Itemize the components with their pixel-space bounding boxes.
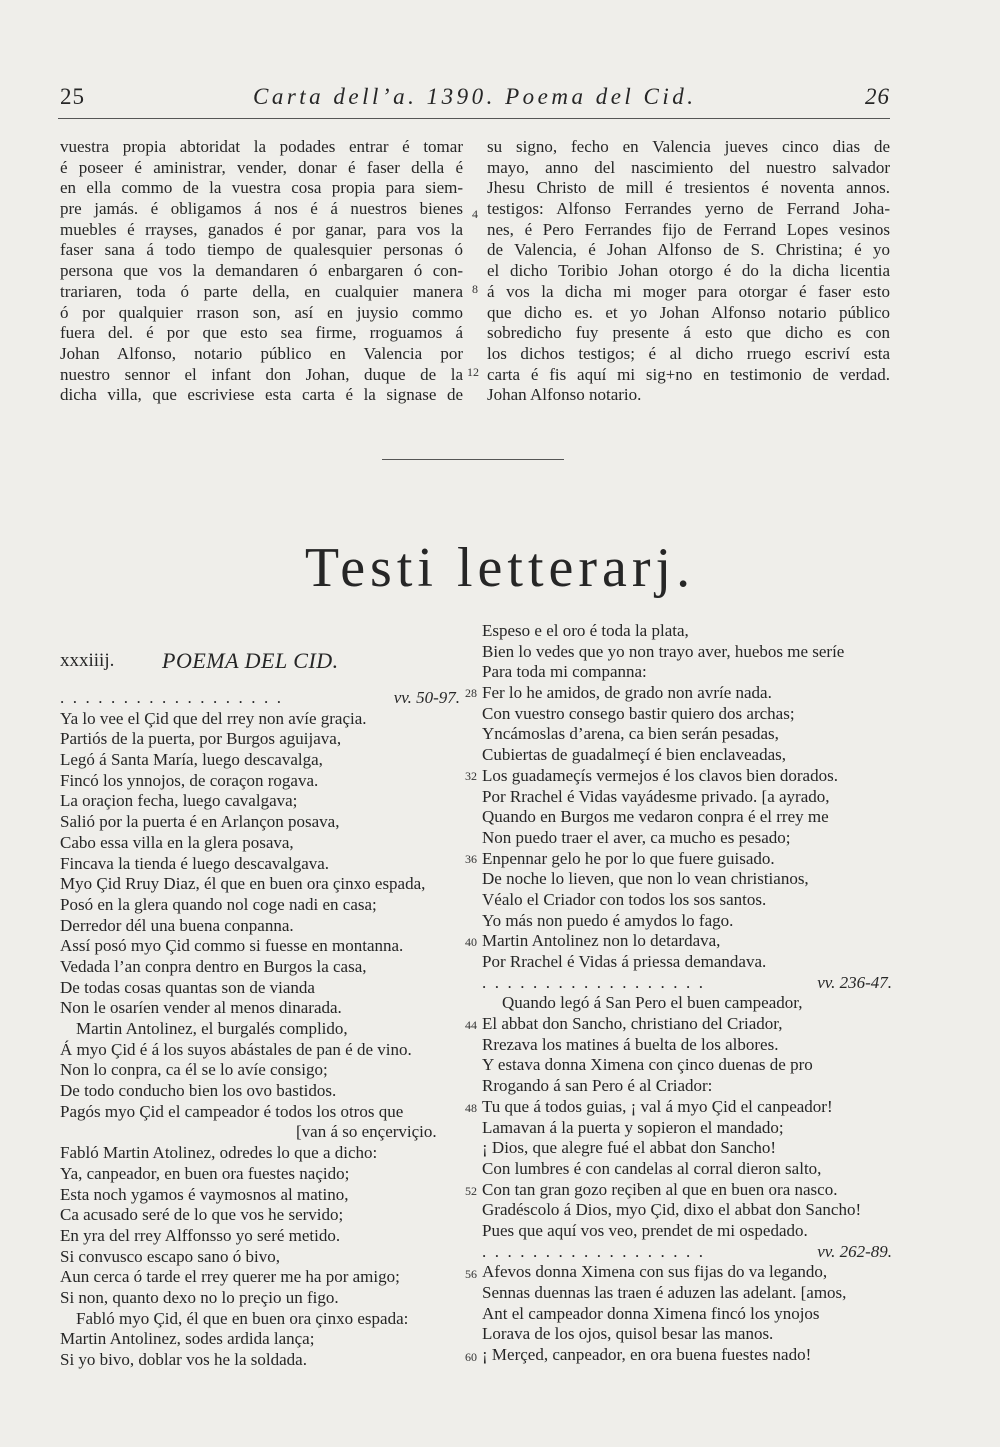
- text-line: carta é fis aquí mi sig+no en testimonio de verdad.: [487, 364, 890, 384]
- verse-range: vv. 262-89.: [817, 1241, 892, 1261]
- verse-line: Tu que á todos guias, ¡ val á myo Çid el canpeador!: [482, 1096, 833, 1116]
- verse-line: Aun cerca ó tarde el rrey querer me ha por amigo;: [60, 1267, 400, 1287]
- line-number: 60: [465, 1350, 477, 1364]
- verse-line: Por Rrachel é Vidas á priessa demandava.: [482, 952, 767, 971]
- text-line: pre jamás. é obligamos á nos é á nuestros bienes: [60, 199, 463, 219]
- text-line: persona que vos la demandaren ó enbargaren ó con-: [60, 261, 463, 281]
- verse-line: Myo Çid Rruy Diaz, él que en buen ora çinxo espada,: [60, 874, 426, 894]
- line-number: 36: [465, 852, 477, 866]
- text-line: sobredicho fuy presente á esto que dicho es con: [487, 323, 890, 343]
- section-number: xxxiiij.: [60, 650, 115, 671]
- text-line: de Valencia, é Johan Alfonso de S. Christina; é yo: [487, 240, 890, 260]
- verse-line: Martin Antolinez non lo detardava,: [482, 931, 721, 951]
- verse-line: En yra del rrey Alffonsso yo seré metido.: [60, 1225, 341, 1245]
- verse-line: Fabló Martin Atolinez, odredes lo que a dicho:: [60, 1143, 378, 1163]
- verse-line: Assí posó myo Çid commo si fuesse en montanna.: [60, 936, 404, 956]
- poem-left-column: [60, 688, 460, 1371]
- verse-line: Y estava donna Ximena con çinco duenas de pro: [482, 1055, 813, 1075]
- verse-line: Bien lo vedes que yo non trayo aver, huebos me seríe: [482, 641, 845, 661]
- charter-left-column: [60, 137, 463, 406]
- verse-line: Salió por la puerta é en Arlançon posava,: [60, 812, 340, 832]
- text-line: Jhesu Christo de mill é tresientos é noventa annos.: [487, 178, 890, 198]
- verse-line: La oraçion fecha, luego cavalgava;: [60, 791, 298, 811]
- verse-line: Cubiertas de guadalmeçí é bien enclaveadas,: [482, 745, 786, 765]
- page-number-right: 26: [865, 84, 890, 109]
- line-number: 8: [472, 282, 478, 296]
- verse-line: Yncámoslas d’arena, ca bien serán pesadas,: [482, 724, 779, 744]
- text-line: que dicho es. et yo Johan Alfonso notario público: [487, 302, 890, 322]
- ellipsis-dots: . . . . . . . . . . . . . . . . . .: [482, 1241, 703, 1261]
- text-line: muebles é rrayses, ganados é por ganar, para vos la: [60, 219, 463, 239]
- text-line: el dicho Toribio Johan otorgo é do la dicha licentia: [487, 261, 890, 281]
- verse-range: vv. 50-97.: [393, 688, 460, 707]
- text-line: faser sana á todo tiempo de qualesquier personas ó: [60, 240, 463, 260]
- verse-line: Enpennar gelo he por lo que fuere guisado.: [482, 848, 775, 868]
- text-line: testigos: Alfonso Ferrandes yerno de Ferrand Joha-: [487, 199, 890, 219]
- work-title: POEMA DEL CID.: [162, 648, 339, 673]
- verse-range-row: [482, 1242, 892, 1263]
- verse-line: Los guadameçís vermejos é los clavos bien dorados.: [482, 765, 838, 785]
- verse-line: Non le osaríen vender al menos dinarada.: [60, 998, 342, 1018]
- verse-line: De todo conducho bien los ovo bastidos.: [60, 1081, 337, 1101]
- section-divider: [382, 459, 564, 460]
- verse-line: Rrezava los matines á buelta de los albores.: [482, 1034, 779, 1054]
- running-title: Carta dell’a. 1390. Poema del Cid.: [253, 84, 697, 109]
- verse-line: Fincava la tienda é luego descavalgava.: [60, 853, 330, 873]
- verse-line: Ya, canpeador, en buen ora fuestes naçido;: [60, 1163, 350, 1183]
- line-number: 32: [465, 769, 477, 783]
- verse-line: ¡ Dios, que alegre fué el abbat don Sancho!: [482, 1138, 777, 1158]
- line-number: 28: [465, 686, 477, 700]
- verse-line: Fer lo he amidos, de grado non avríe nada.: [482, 683, 772, 703]
- verse-line: Gradéscolo á Dios, myo Çid, dixo el abbat don Sancho!: [482, 1200, 862, 1220]
- line-number: 44: [465, 1018, 477, 1032]
- line-number: 52: [465, 1184, 477, 1198]
- text-line: é poseer é aministrar, vender, donar é faser della é: [60, 157, 463, 177]
- page-number-left: 25: [60, 84, 85, 109]
- text-line: dicha villa, que escriviese esta carta é la signase de: [60, 385, 463, 405]
- verse-line: Partiós de la puerta, por Burgos aguijava,: [60, 729, 342, 749]
- text-line: fuera del. é por que esto sea firme, rroguamos á: [60, 323, 463, 343]
- text-line: ó por qualquier rrason son, así en juysio commo: [60, 302, 463, 322]
- text-line: en ella commo de la vuestra cosa propia para siem-: [60, 178, 463, 198]
- ellipsis-dots: . . . . . . . . . . . . . . . . . .: [60, 688, 281, 707]
- verse-range-row: [482, 973, 892, 994]
- verse-range-row: [60, 688, 460, 709]
- text-line: vuestra propia abtoridat la podades entrar é tomar: [60, 137, 463, 156]
- verse-line: Con vuestro consego bastir quiero dos archas;: [482, 703, 795, 723]
- verse-line: Á myo Çid é á los suyos abástales de pan é de vino.: [60, 1039, 412, 1059]
- verse-line: Vedada l’an conpra dentro en Burgos la casa,: [60, 956, 367, 976]
- verse-line: Martin Antolinez, el burgalés complido,: [76, 1019, 348, 1038]
- verse-line: Rrogando á san Pero é al Criador:: [482, 1076, 713, 1096]
- verse-line: Posó en la glera quando nol coge nadi en casa;: [60, 894, 377, 914]
- verse-line: Martin Antolinez, sodes ardida lança;: [60, 1329, 315, 1349]
- verse-line: Yo más non puedo é amydos lo fago.: [482, 910, 734, 930]
- verse-line: Para toda mi companna:: [482, 662, 647, 682]
- verse-range: vv. 236-47.: [817, 972, 892, 992]
- verse-line: Esta noch ygamos é vaymosnos al matino,: [60, 1184, 349, 1204]
- line-number: 56: [465, 1267, 477, 1281]
- text-line: mayo, anno del nascimiento del nuestro salvador: [487, 157, 890, 177]
- verse-line: Non lo conpra, ca él se lo avíe consigo;: [60, 1060, 328, 1080]
- verse-line: Con lumbres é con candelas al corral dieron salto,: [482, 1158, 822, 1178]
- verse-line: Si yo bivo, doblar vos he la soldada.: [60, 1350, 307, 1369]
- verse-line: Fabló myo Çid, él que en buen ora çinxo espada:: [76, 1308, 409, 1328]
- verse-line: Derredor dél una buena conpanna.: [60, 915, 294, 935]
- text-line: nuestro sennor el infant don Johan, duque de la: [60, 364, 463, 384]
- text-line: á vos la dicha mi moger para otorgar é faser esto: [487, 281, 890, 301]
- verse-line: Non puedo traer el aver, ca mucho es pesado;: [482, 827, 791, 847]
- text-line: Johan Alfonso, notario público en Valencia por: [60, 343, 463, 363]
- ellipsis-dots: . . . . . . . . . . . . . . . . . .: [482, 972, 703, 992]
- text-line: trariaren, toda ó parte della, en cualquier manera: [60, 281, 463, 301]
- verse-line: Cabo essa villa en la glera posava,: [60, 832, 294, 852]
- line-number: 4: [472, 207, 478, 221]
- verse-line: Ya lo vee el Çid que del rrey non avíe graçia.: [60, 708, 367, 728]
- header-rule: [58, 118, 890, 119]
- text-line: su signo, fecho en Valencia jueves cinco dias de: [487, 137, 890, 156]
- line-number: 12: [467, 365, 479, 379]
- verse-line: Lorava de los ojos, quisol besar las manos.: [482, 1324, 774, 1344]
- poem-right-column: [482, 621, 892, 1366]
- verse-line: Ca acusado seré de lo que vos he servido;: [60, 1205, 344, 1225]
- line-number: 48: [465, 1101, 477, 1115]
- verse-line: [van á so ençerviçio.: [296, 1122, 437, 1142]
- verse-line: De noche lo lieven, que non lo vean christianos,: [482, 869, 809, 889]
- verse-line: Fincó los ynnojos, de coraçon rogava.: [60, 770, 319, 790]
- verse-line: Con tan gran gozo reçiben al que en buen ora nasco.: [482, 1179, 838, 1199]
- section-title: Testi letterarj.: [304, 537, 696, 599]
- verse-line: Legó á Santa María, luego descavalga,: [60, 750, 323, 770]
- verse-line: Quando en Burgos me vedaron conpra é el rrey me: [482, 807, 829, 827]
- verse-line: El abbat don Sancho, christiano del Criador,: [482, 1014, 783, 1034]
- verse-line: Sennas duennas las traen é aduzen las adelant. [amos,: [482, 1283, 847, 1302]
- verse-line: Lamavan á la puerta y sopieron el mandado;: [482, 1117, 784, 1137]
- text-line: Johan Alfonso notario.: [487, 385, 642, 405]
- verse-line: De todas cosas quantas son de vianda: [60, 977, 315, 997]
- charter-right-column: [487, 137, 890, 406]
- verse-line: Si convusco escapo sano ó bivo,: [60, 1246, 281, 1266]
- verse-line: Espeso e el oro é toda la plata,: [482, 621, 689, 640]
- verse-line: ¡ Merçed, canpeador, en ora buena fuestes nado!: [482, 1345, 812, 1365]
- text-line: los dichos testigos; é al dicho rruego escriví esta: [487, 343, 890, 363]
- line-number: 40: [465, 935, 477, 949]
- verse-line: Si non, quanto dexo no lo preçio un figo.: [60, 1287, 339, 1307]
- verse-line: Afevos donna Ximena con sus fijas do va legando,: [482, 1262, 828, 1282]
- verse-line: Por Rrachel é Vidas vayádesme privado. [a ayrado,: [482, 786, 830, 806]
- text-line: nes, é Pero Ferrandes fijo de Ferrand Lopes vesinos: [487, 219, 890, 239]
- verse-line: Pagós myo Çid el campeador é todos los otros que: [60, 1101, 404, 1121]
- verse-line: Quando legó á San Pero el buen campeador,: [502, 993, 803, 1013]
- verse-line: Pues que aquí vos veo, prendet de mi ospedado.: [482, 1220, 808, 1240]
- verse-line: Véalo el Criador con todos los sos santos.: [482, 889, 767, 909]
- verse-line: Ant el campeador donna Ximena fincó los ynojos: [482, 1303, 820, 1323]
